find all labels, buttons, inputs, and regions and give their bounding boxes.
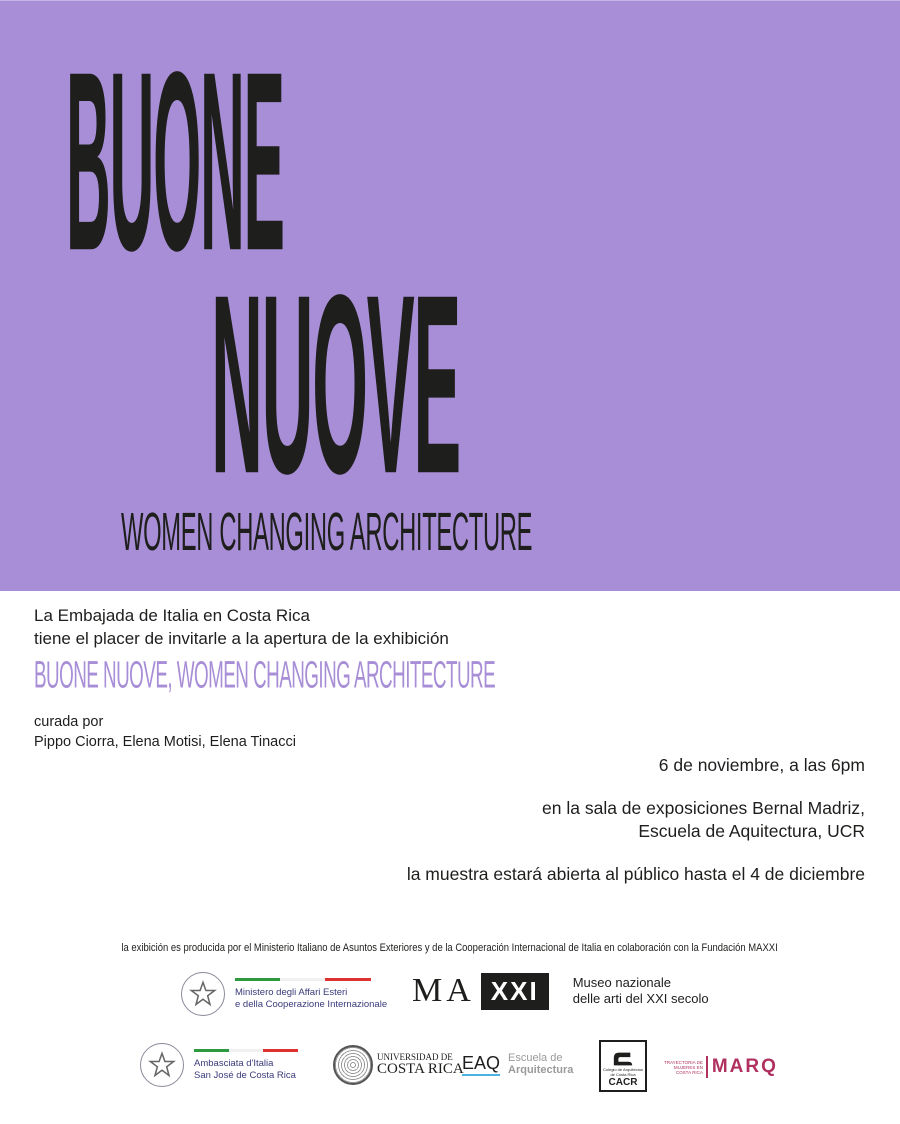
italian-emblem-icon	[140, 1043, 184, 1087]
ministero-line-2: e della Cooperazione Internazionale	[235, 998, 388, 1010]
cacr-abbr: CACR	[608, 1077, 638, 1088]
production-credit	[0, 942, 900, 954]
maxxi-logo	[412, 972, 709, 1010]
marq-small-2: MUJERES EN	[673, 1064, 703, 1070]
marq-small-1: TRAYECTORIA DE	[664, 1059, 703, 1065]
curated-label: curada por	[34, 714, 104, 730]
ambasciata-logo	[140, 1043, 298, 1087]
title-line-nuove: NUOVE	[211, 242, 460, 529]
invitation-line-2: tiene el placer de invitarle a la apertura de la exhibición	[34, 629, 449, 648]
venue-line-1: en la sala de exposiciones Bernal Madriz,	[542, 798, 865, 818]
eaq-line-2: Arquitectura	[508, 1064, 574, 1076]
ambasciata-line-1: Ambasciata d'Italia	[194, 1057, 274, 1069]
marq-name: MARQ	[706, 1056, 778, 1078]
venue-line-2: Escuela de Aquitectura, UCR	[638, 821, 865, 841]
marq-small-3: COSTA RICA	[675, 1069, 703, 1075]
marq-logo	[664, 1056, 778, 1078]
italian-flag-bar	[194, 1049, 298, 1052]
maxxi-ma: MA	[412, 972, 475, 1009]
ministero-line-1: Ministero degli Affari Esteri	[235, 986, 348, 998]
invitation-line-1: La Embajada de Italia en Costa Rica	[34, 606, 310, 625]
exhibition-title: BUONE NUOVE, WOMEN CHANGING ARCHITECTURE	[34, 654, 496, 697]
event-date-time: 6 de noviembre, a las 6pm	[658, 755, 865, 775]
ucr-logo	[333, 1045, 464, 1085]
production-credit-text: la exibición es producida por el Ministerio Italiano de Asuntos Exteriores y de la Cooperación Internacional de Italia en colaboración con la Fundación MAXXI	[121, 942, 779, 954]
banner-subtitle: WOMEN CHANGING ARCHITECTURE	[121, 503, 533, 563]
open-until: la muestra estará abierta al público hasta el 4 de diciembre	[406, 864, 865, 884]
cacr-mark-icon	[612, 1051, 634, 1067]
curators: Pippo Ciorra, Elena Motisi, Elena Tinacci	[34, 734, 296, 750]
cacr-logo	[599, 1040, 647, 1092]
ucr-seal-icon	[333, 1045, 373, 1085]
cacr-small-text: Colegio de Arquitectos de Costa Rica	[602, 1067, 644, 1077]
ucr-line-2: COSTA RICA	[377, 1061, 464, 1077]
eaq-abbr: EAQ	[462, 1053, 500, 1076]
italian-flag-bar	[235, 978, 371, 981]
ucr-line-1: UNIVERSIDAD DE	[377, 1052, 453, 1062]
italian-emblem-icon	[181, 972, 225, 1016]
title-line-buone: BUONE	[66, 19, 284, 306]
maxxi-line-1: Museo nazionale	[572, 975, 672, 990]
ministero-logo	[181, 972, 387, 1016]
maxxi-line-2: delle arti del XXI secolo	[572, 991, 709, 1006]
ambasciata-line-2: San José de Costa Rica	[194, 1069, 296, 1081]
maxxi-xxi: XXI	[481, 973, 549, 1010]
eaq-logo	[462, 1052, 573, 1076]
eaq-line-1: Escuela de	[508, 1052, 563, 1064]
